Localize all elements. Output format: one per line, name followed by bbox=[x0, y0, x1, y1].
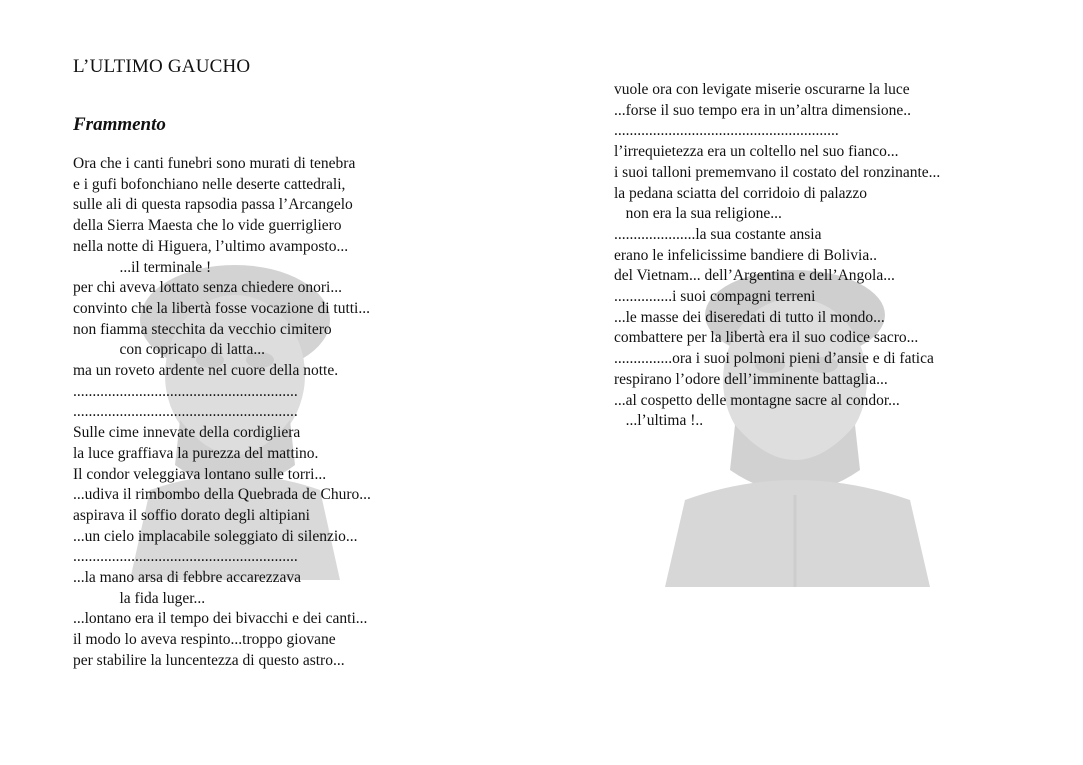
poem-line: sulle ali di questa rapsodia passa l’Arcangelo bbox=[73, 196, 353, 214]
poem-stanza-left bbox=[73, 154, 533, 672]
poem-line: la luce graffiava la purezza del mattino. bbox=[73, 444, 319, 462]
poem-line: .......................................................... bbox=[73, 382, 298, 400]
poem-line: ma un roveto ardente nel cuore della notte. bbox=[73, 362, 339, 380]
poem-line: del Vietnam... dell’Argentina e dell’Angola... bbox=[614, 267, 895, 285]
poem-line: vuole ora con levigate miserie oscurarne la luce bbox=[614, 81, 910, 98]
poem-line: Sulle cime innevate della cordigliera bbox=[73, 424, 301, 442]
poem-line: ...lontano era il tempo dei bivacchi e dei canti... bbox=[73, 610, 368, 628]
poem-line: .....................la sua costante ansia bbox=[614, 225, 822, 243]
poem-stanza-right bbox=[614, 80, 1054, 432]
poem-line: per chi aveva lottato senza chiedere onori... bbox=[73, 279, 342, 297]
poem-line: .......................................................... bbox=[614, 122, 839, 140]
poem-line: l’irrequietezza era un coltello nel suo fianco... bbox=[614, 143, 899, 161]
poem-line: ...udiva il rimbombo della Quebrada de Churo... bbox=[73, 486, 371, 504]
poem-line: Ora che i canti funebri sono murati di tenebra bbox=[73, 155, 356, 172]
poem-line: combattere per la libertà era il suo codice sacro... bbox=[614, 329, 919, 347]
poem-line: .......................................................... bbox=[73, 548, 298, 566]
poem-line: la fida luger... bbox=[73, 589, 206, 607]
right-page bbox=[614, 80, 1054, 432]
poem-line: non fiamma stecchita da vecchio cimitero bbox=[73, 320, 332, 338]
poem-line: ...forse il suo tempo era in un’altra dimensione.. bbox=[614, 101, 912, 119]
poem-line: ...il terminale ! bbox=[73, 258, 212, 276]
left-page bbox=[73, 56, 533, 672]
poem-line: aspirava il soffio dorato degli altipiani bbox=[73, 506, 310, 524]
poem-line: convinto che la libertà fosse vocazione di tutti... bbox=[73, 299, 370, 317]
poem-line: Il condor veleggiava lontano sulle torri... bbox=[73, 465, 327, 483]
poem-line: per stabilire la luncentezza di questo astro... bbox=[73, 651, 345, 669]
poem-line: i suoi talloni prememvano il costato del ronzinante... bbox=[614, 163, 941, 181]
poem-line: ...l’ultima !.. bbox=[614, 412, 704, 430]
poem-line: .......................................................... bbox=[73, 403, 298, 421]
poem-line: la pedana sciatta del corridoio di palazzo bbox=[614, 184, 868, 202]
poem-title: L’ULTIMO GAUCHO bbox=[73, 56, 251, 77]
poem-subtitle: Frammento bbox=[73, 114, 166, 135]
poem-line: e i gufi bofonchiano nelle deserte cattedrali, bbox=[73, 175, 346, 193]
poem-line: ...un cielo implacabile soleggiato di silenzio... bbox=[73, 527, 358, 545]
poem-line: ...le masse dei diseredati di tutto il mondo... bbox=[614, 308, 885, 326]
poem-line: non era la sua religione... bbox=[614, 205, 782, 223]
poem-line: della Sierra Maesta che lo vide guerrigliero bbox=[73, 217, 342, 235]
poem-line: ...al cospetto delle montagne sacre al condor... bbox=[614, 391, 900, 409]
poem-line: ...............i suoi compagni terreni bbox=[614, 288, 816, 306]
poem-line: respirano l’odore dell’imminente battaglia... bbox=[614, 370, 888, 388]
poem-line: con copricapo di latta... bbox=[73, 341, 265, 359]
poem-line: erano le infelicissime bandiere di Bolivia.. bbox=[614, 246, 877, 264]
poem-line: nella notte di Higuera, l’ultimo avamposto... bbox=[73, 237, 349, 255]
poem-line: ...............ora i suoi polmoni pieni d’ansie e di fatica bbox=[614, 350, 934, 368]
poem-line: ...la mano arsa di febbre accarezzava bbox=[73, 569, 302, 587]
poem-line: il modo lo aveva respinto...troppo giovane bbox=[73, 631, 336, 649]
